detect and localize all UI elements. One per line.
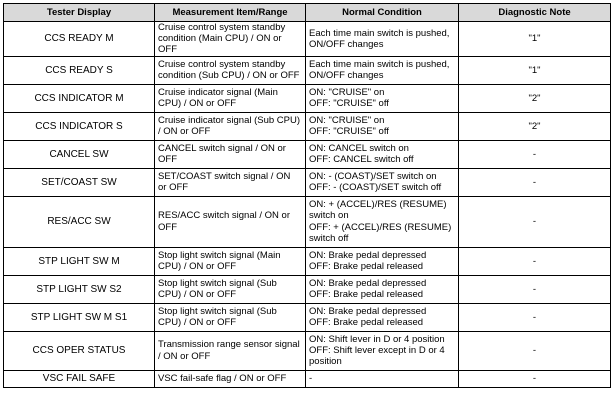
table-row [4,370,611,387]
cell-text-line: OFF: CANCEL switch off [309,154,414,166]
cell-normal-condition [306,168,459,196]
table-row [4,275,611,303]
cell-text-line: OFF: "CRUISE" off [309,126,389,138]
cell-tester-display: CCS READY M [4,22,155,57]
cell-tester-display: SET/COAST SW [4,168,155,196]
cell-text-line: condition (Sub CPU) / ON or OFF [158,70,300,82]
table-row [4,303,611,331]
cell-text-line: CPU) / ON or OFF [158,261,237,273]
cell-tester-display: VSC FAIL SAFE [4,370,155,387]
cell-tester-display: CCS OPER STATUS [4,331,155,370]
cell-text-line: position [309,356,342,368]
cell-tester-display: CCS READY S [4,56,155,84]
cell-text-line: Stop light switch signal (Main [158,249,281,261]
cell-text-line: ON: Shift lever in D or 4 position [309,333,445,345]
cell-text-line: ON/OFF changes [309,70,384,82]
table-header-row [4,4,611,22]
cell-text-line: or OFF [158,182,189,194]
table-row [4,112,611,140]
cell-text-line: OFF: Brake pedal released [309,317,424,329]
cell-tester-display: CCS INDICATOR S [4,112,155,140]
cell-text-line: ON: Brake pedal depressed [309,249,427,261]
header-normal-condition: Normal Condition [306,4,459,22]
cell-diagnostic-note: - [459,275,611,303]
cell-measurement-item [155,112,306,140]
cell-measurement-item [155,370,306,387]
cell-text-line: - [309,373,313,384]
cell-diagnostic-note: - [459,303,611,331]
cell-text-line: CPU) / ON or OFF [158,289,237,301]
cell-normal-condition [306,112,459,140]
cell-text-line: OFF: + (ACCEL)/RES (RESUME) [309,221,452,233]
cell-text-line: ON: + (ACCEL)/RES (RESUME) [309,199,447,211]
cell-text-line: Cruise control system standby [158,58,286,70]
diagnostic-table [3,3,611,388]
cell-measurement-item [155,56,306,84]
cell-diagnostic-note: - [459,196,611,247]
cell-text-line: RES/ACC switch signal / ON or [158,210,290,222]
cell-text-line: / ON or OFF [158,350,211,362]
cell-diagnostic-note: - [459,247,611,275]
cell-measurement-item [155,22,306,57]
cell-text-line: ON: Brake pedal depressed [309,277,427,289]
cell-tester-display: RES/ACC SW [4,196,155,247]
cell-measurement-item [155,196,306,247]
table-row [4,331,611,370]
cell-normal-condition [306,303,459,331]
cell-normal-condition [306,140,459,168]
table-row [4,22,611,57]
cell-measurement-item [155,275,306,303]
cell-tester-display: CANCEL SW [4,140,155,168]
header-measurement-item: Measurement Item/Range [155,4,306,22]
cell-text-line: VSC fail-safe flag / ON or OFF [158,373,287,384]
cell-measurement-item [155,84,306,112]
cell-measurement-item [155,140,306,168]
table-row [4,84,611,112]
cell-text-line: Stop light switch signal (Sub [158,305,277,317]
cell-text-line: / ON or OFF [158,126,211,138]
cell-tester-display: STP LIGHT SW S2 [4,275,155,303]
cell-diagnostic-note: - [459,331,611,370]
cell-normal-condition [306,56,459,84]
cell-diagnostic-note: "1" [459,22,611,57]
cell-text-line: Stop light switch signal (Sub [158,277,277,289]
cell-measurement-item [155,303,306,331]
cell-text-line: OFF: Brake pedal released [309,261,424,273]
cell-diagnostic-note: "2" [459,112,611,140]
cell-normal-condition [306,22,459,57]
cell-tester-display: CCS INDICATOR M [4,84,155,112]
cell-diagnostic-note: "1" [459,56,611,84]
cell-tester-display: STP LIGHT SW M [4,247,155,275]
cell-diagnostic-note: - [459,140,611,168]
cell-text-line: switch on [309,210,349,222]
cell-text-line: OFF [158,221,177,233]
cell-diagnostic-note: - [459,168,611,196]
cell-text-line: OFF: - (COAST)/SET switch off [309,182,442,194]
cell-diagnostic-note: - [459,370,611,387]
cell-normal-condition [306,275,459,303]
table-row [4,168,611,196]
cell-text-line: CPU) / ON or OFF [158,98,237,110]
cell-measurement-item [155,168,306,196]
table-row [4,196,611,247]
cell-text-line: ON: - (COAST)/SET switch on [309,170,437,182]
cell-tester-display: STP LIGHT SW M S1 [4,303,155,331]
cell-diagnostic-note: "2" [459,84,611,112]
cell-text-line: Cruise indicator signal (Sub CPU) [158,114,301,126]
table-body [4,22,611,388]
cell-text-line: OFF: Shift lever except in D or 4 [309,345,445,356]
cell-measurement-item [155,331,306,370]
cell-normal-condition [306,84,459,112]
cell-text-line: SET/COAST switch signal / ON [158,170,291,182]
cell-normal-condition [306,331,459,370]
cell-text-line: Transmission range sensor signal [158,339,300,351]
cell-text-line: ON: Brake pedal depressed [309,305,427,317]
cell-text-line: OFF: "CRUISE" off [309,98,389,110]
cell-text-line: Each time main switch is pushed, [309,58,450,70]
cell-text-line: Each time main switch is pushed, [309,27,450,39]
cell-text-line: OFF [158,44,177,56]
cell-measurement-item [155,247,306,275]
cell-normal-condition [306,196,459,247]
cell-normal-condition [306,247,459,275]
cell-text-line: OFF [158,154,177,166]
cell-text-line: ON: "CRUISE" on [309,86,385,98]
table-row [4,247,611,275]
cell-text-line: Cruise indicator signal (Main [158,86,278,98]
cell-text-line: ON/OFF changes [309,38,384,50]
cell-text-line: switch off [309,232,349,244]
table-row [4,56,611,84]
cell-text-line: ON: "CRUISE" on [309,114,385,126]
table-row [4,140,611,168]
cell-text-line: condition (Main CPU) / ON or [158,33,282,45]
cell-text-line: Cruise control system standby [158,22,286,33]
cell-normal-condition [306,370,459,387]
cell-text-line: CANCEL switch signal / ON or [158,142,286,154]
cell-text-line: CPU) / ON or OFF [158,317,237,329]
cell-text-line: OFF: Brake pedal released [309,289,424,301]
cell-text-line: ON: CANCEL switch on [309,142,409,154]
header-diagnostic-note: Diagnostic Note [459,4,611,22]
header-tester-display: Tester Display [4,4,155,22]
